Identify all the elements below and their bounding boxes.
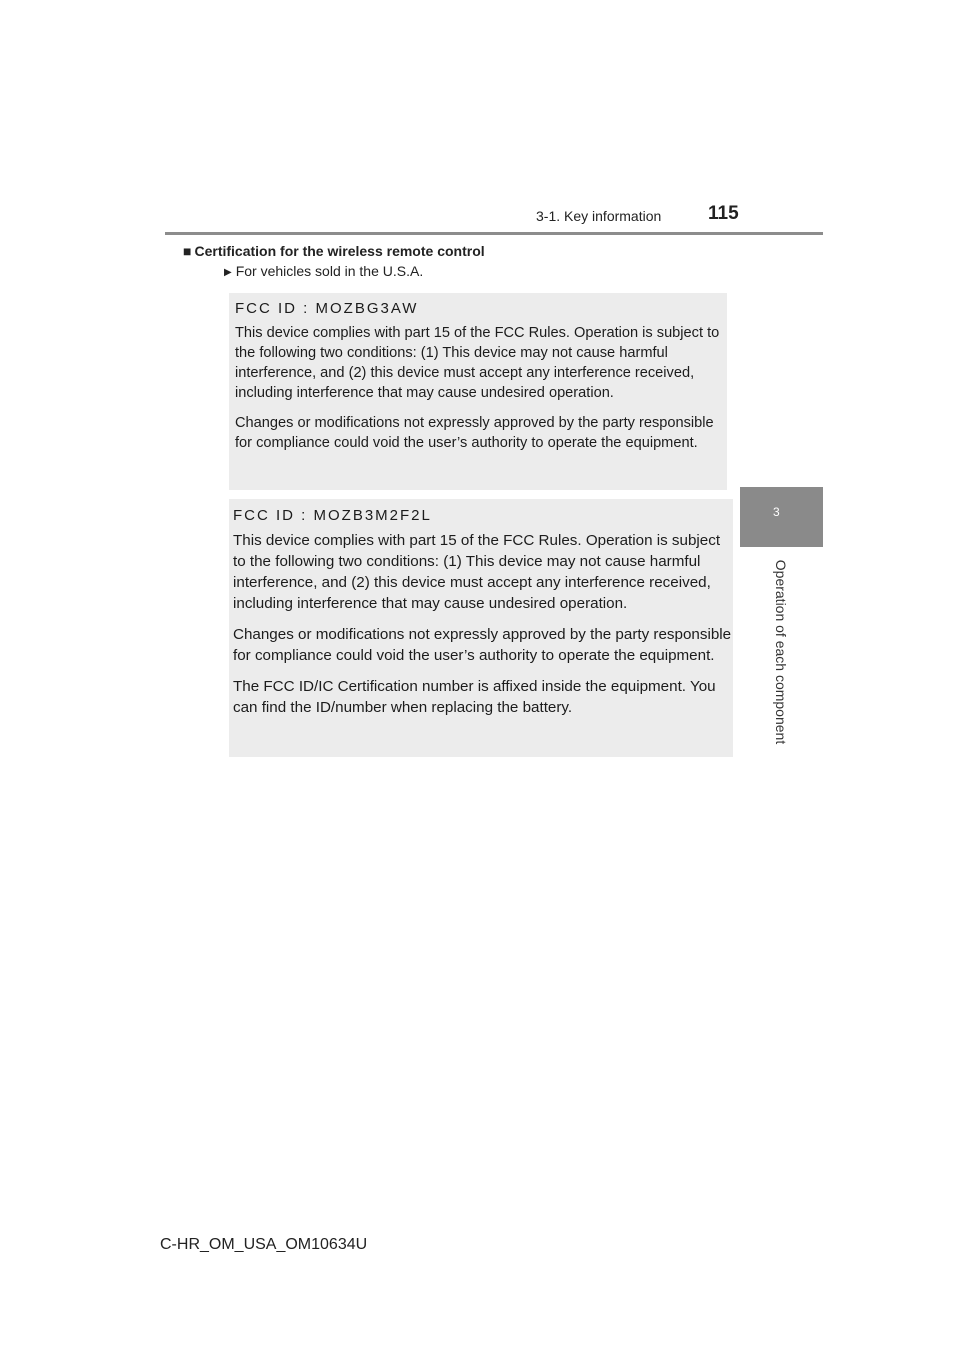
header-divider	[165, 232, 823, 235]
fcc-id-1: FCC ID : MOZBG3AW	[235, 300, 419, 317]
heading-text: Certification for the wireless remote control	[194, 243, 485, 259]
fcc-compliance-text: This device complies with part 15 of the FCC Rules. Operation is subject to the following two conditions: (1) This device may not cause harmful interference, and (2) this device must accept any interference received, including interference that may cause undesired operation.	[233, 532, 721, 612]
bullet-item	[224, 263, 423, 279]
fcc-label-image-2	[229, 499, 733, 757]
document-code: C-HR_OM_USA_OM10634U	[160, 1236, 368, 1253]
fcc-compliance-text: This device complies with part 15 of the FCC Rules. Operation is subject to the following two conditions: (1) This device may not cause harmful interference, and (2) this device must accept any interference received, including interference that may cause undesired operation.	[235, 325, 720, 401]
fcc-modification-text: Changes or modifications not expressly approved by the party responsible for compliance could void the user’s authority to operate the equipment.	[233, 626, 732, 664]
triangle-bullet-icon: ▶	[224, 267, 232, 278]
bullet-text: For vehicles sold in the U.S.A.	[235, 263, 424, 279]
fcc-certification-location-text: The FCC ID/IC Certification number is affixed inside the equipment. You can find the ID/number when replacing the battery.	[233, 678, 716, 716]
fcc-id-2: FCC ID : MOZB3M2F2L	[233, 507, 432, 524]
chapter-title: Operation of each component	[773, 559, 789, 745]
section-heading	[183, 243, 485, 259]
header-section-title: 3-1. Key information	[536, 208, 662, 224]
page-number: 115	[708, 203, 739, 224]
heading-square-icon: ■	[183, 243, 192, 259]
fcc-label-image-1	[229, 293, 727, 490]
fcc-modification-text: Changes or modifications not expressly approved by the party responsible for compliance could void the user’s authority to operate the equipment.	[235, 415, 714, 451]
chapter-tab-block	[740, 487, 823, 547]
chapter-number: 3	[773, 505, 780, 519]
